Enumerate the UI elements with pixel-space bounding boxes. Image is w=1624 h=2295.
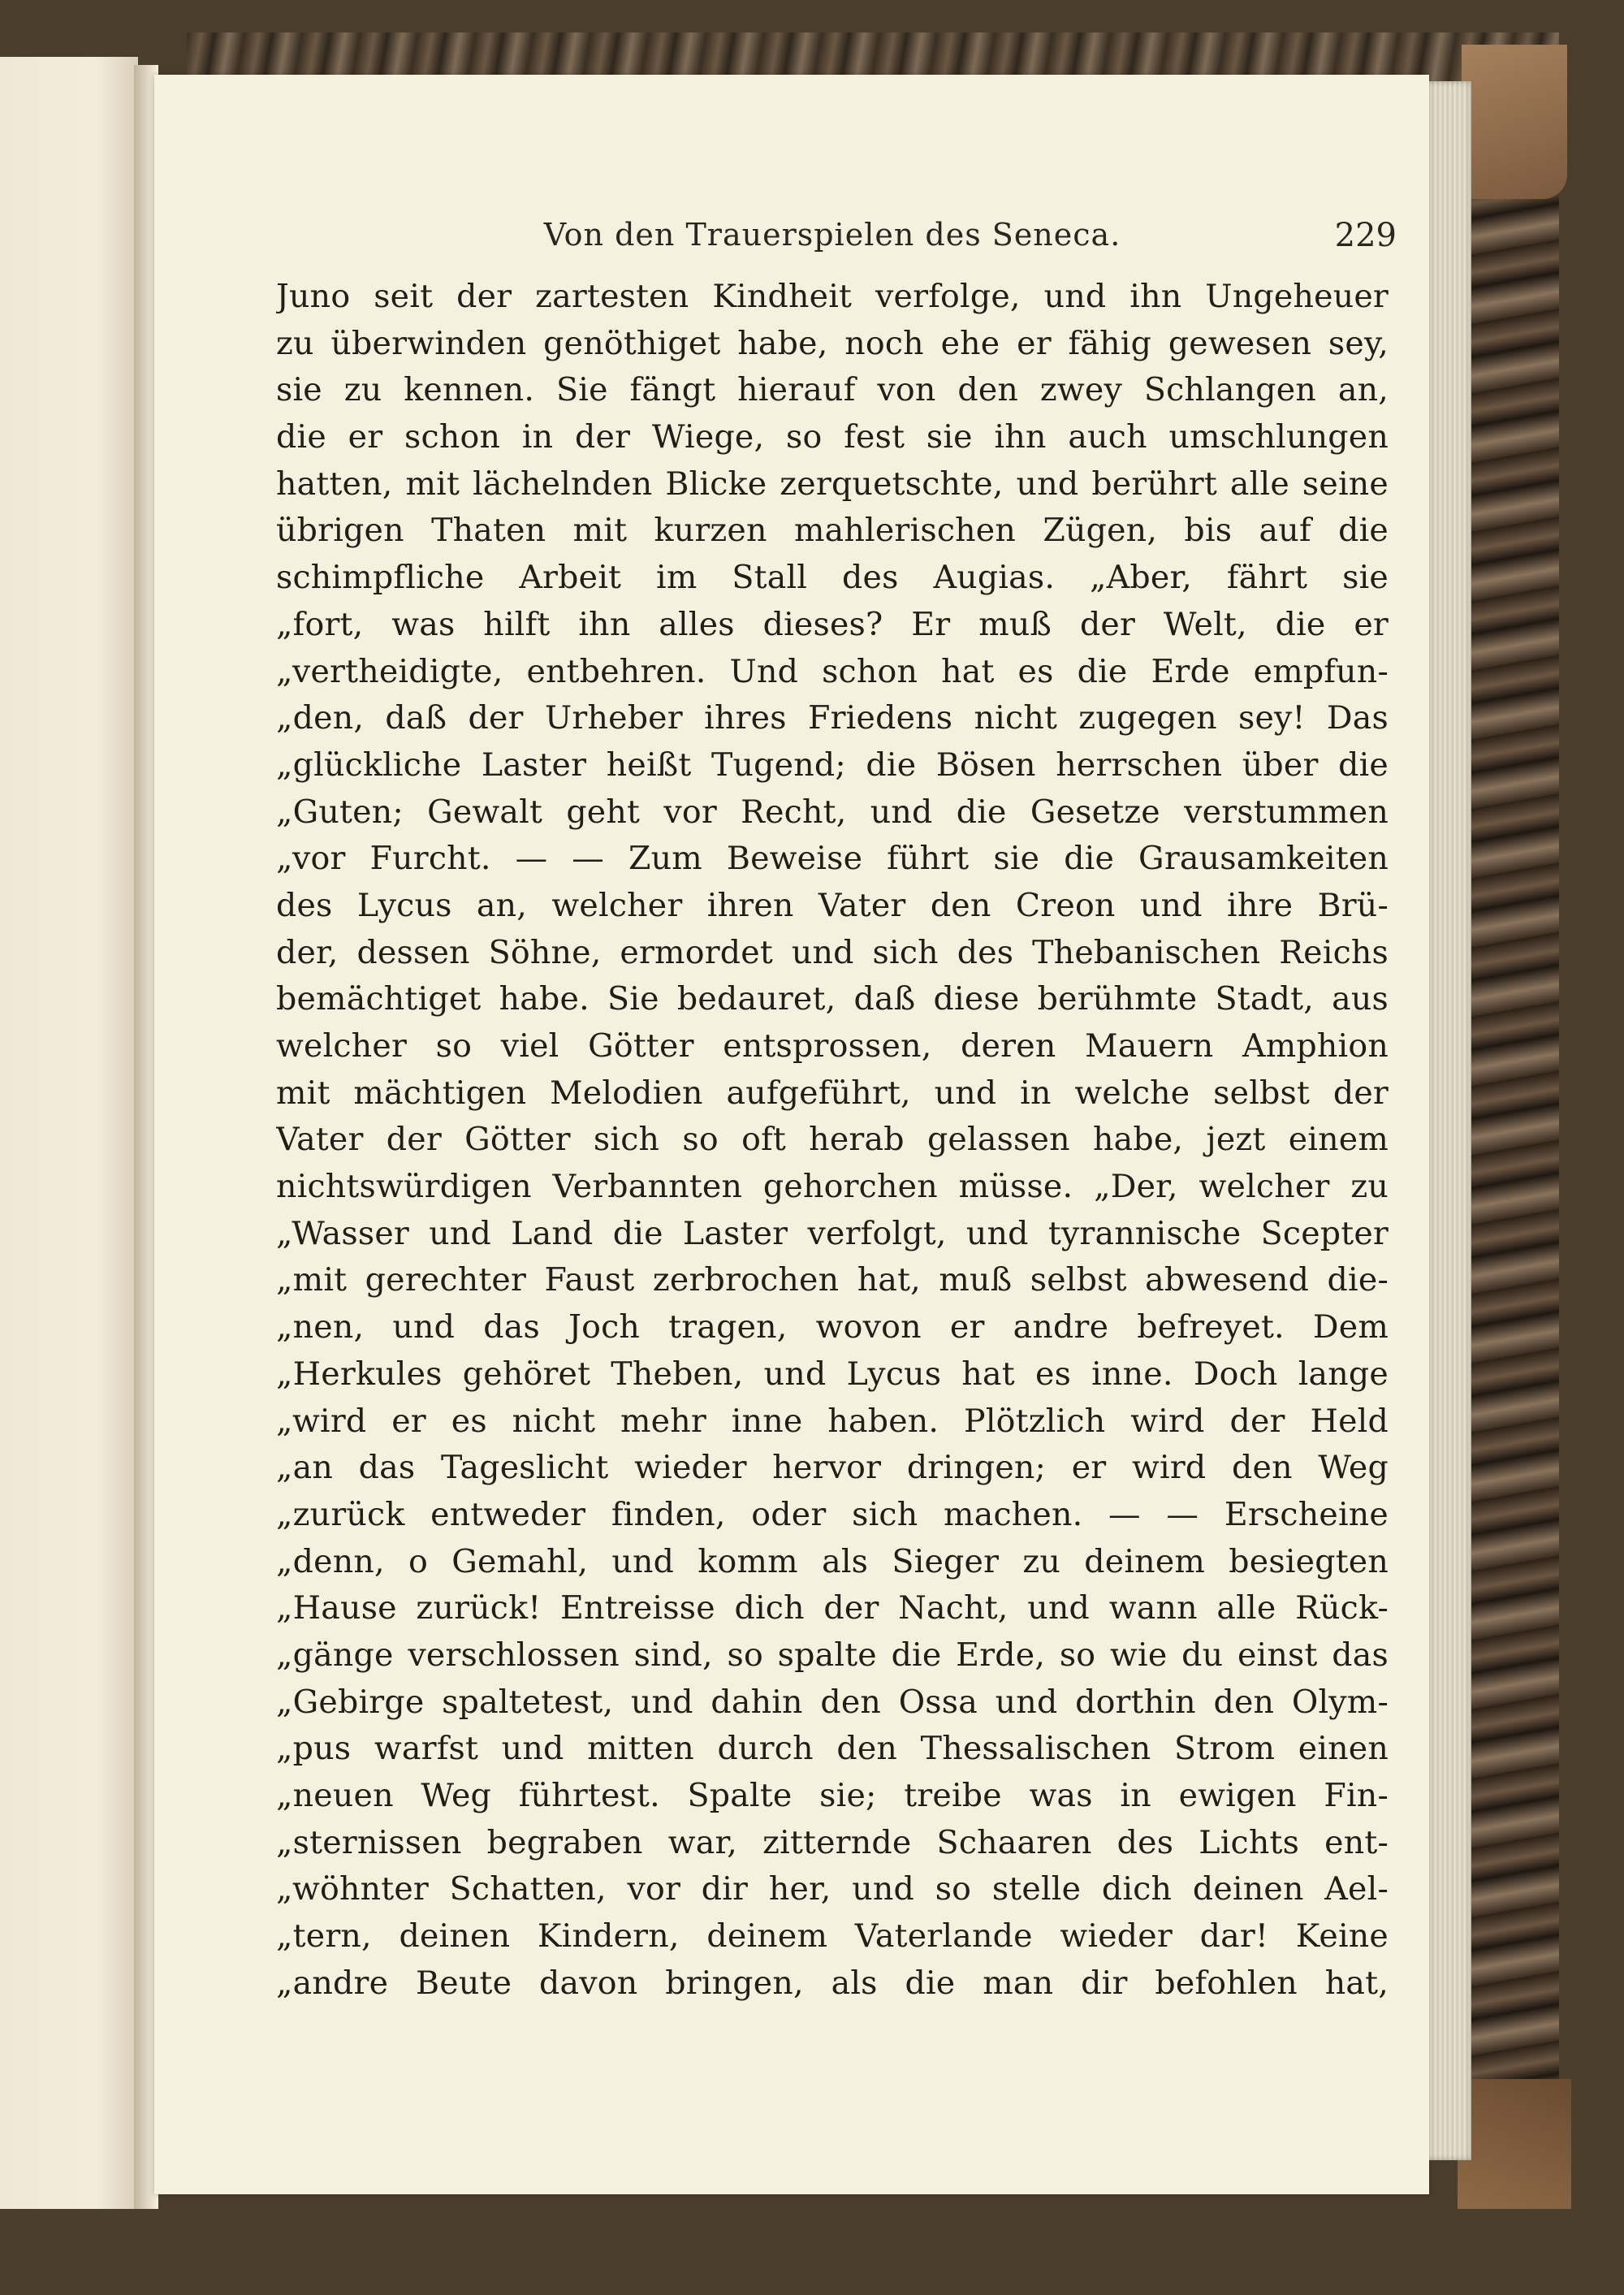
text-line: nichtswürdigen Verbannten gehorchen müsse. „Der, welcher zu <box>276 1168 1389 1206</box>
body-text <box>276 274 1389 2007</box>
text-line: „vertheidigte, entbehren. Und schon hat es die Erde empfun- <box>276 652 1389 690</box>
text-line: „Wasser und Land die Laster verfolgt, und tyrannische Scepter <box>276 1214 1389 1252</box>
text-line: „den, daß der Urheber ihres Friedens nicht zugegen sey! Das <box>276 699 1389 737</box>
text-line: „sternissen begraben war, zitternde Schaaren des Lichts ent- <box>276 1823 1389 1861</box>
text-line: „wird er es nicht mehr inne haben. Plötzlich wird der Held <box>276 1402 1389 1440</box>
text-line: „an das Tageslicht wieder hervor dringen; er wird den Weg <box>276 1449 1389 1487</box>
text-line: welcher so viel Götter entsprossen, deren Mauern Amphion <box>276 1027 1389 1065</box>
text-line: „neuen Weg führtest. Spalte sie; treibe was in ewigen Fin- <box>276 1777 1389 1814</box>
text-line: „gänge verschlossen sind, so spalte die Erde, so wie du einst das <box>276 1636 1389 1674</box>
text-line: „andre Beute davon bringen, als die man dir befohlen hat, <box>276 1964 1389 2002</box>
text-line: „nen, und das Joch tragen, wovon er andre befreyet. Dem <box>276 1308 1389 1346</box>
text-line: Juno seit der zartesten Kindheit verfolge, und ihn Ungeheuer <box>276 278 1389 315</box>
text-line: sie zu kennen. Sie fängt hierauf von den zwey Schlangen an, <box>276 371 1389 409</box>
page-number: 229 <box>1334 217 1397 254</box>
running-head: Von den Trauerspielen des Seneca. <box>543 217 1121 253</box>
text-line: Vater der Götter sich so oft herab gelassen habe, jezt einem <box>276 1121 1389 1159</box>
text-line: „fort, was hilft ihn alles dieses? Er muß der Welt, die er <box>276 605 1389 643</box>
text-line: „denn, o Gemahl, und komm als Sieger zu deinem besiegten <box>276 1542 1389 1580</box>
left-page <box>0 57 138 2209</box>
text-line: „vor Furcht. — — Zum Beweise führt sie die Grausamkeiten <box>276 840 1389 878</box>
text-line: „tern, deinen Kindern, deinem Vaterlande wieder dar! Keine <box>276 1917 1389 1956</box>
right-page <box>154 75 1429 2194</box>
page-header <box>268 217 1397 266</box>
text-line: schimpfliche Arbeit im Stall des Augias. „Aber, fährt sie <box>276 559 1389 597</box>
text-line: „Herkules gehöret Theben, und Lycus hat es inne. Doch lange <box>276 1355 1389 1393</box>
text-line: mit mächtigen Melodien aufgeführt, und in welche selbst der <box>276 1074 1389 1112</box>
text-line: „zurück entweder finden, oder sich machen. — — Erscheine <box>276 1495 1389 1533</box>
text-line: die er schon in der Wiege, so fest sie ihn auch umschlungen <box>276 418 1389 456</box>
text-line: „wöhnter Schatten, vor dir her, und so stelle dich deinen Ael- <box>276 1870 1389 1908</box>
text-line: „Guten; Gewalt geht vor Recht, und die Gesetze verstummen <box>276 793 1389 831</box>
text-line: „pus warfst und mitten durch den Thessalischen Strom einen <box>276 1730 1389 1768</box>
book-cover-marbled-board <box>1462 49 1559 2160</box>
text-line: des Lycus an, welcher ihren Vater den Creon und ihre Brü- <box>276 886 1389 924</box>
text-line: „Hause zurück! Entreisse dich der Nacht, und wann alle Rück- <box>276 1589 1389 1627</box>
text-line: hatten, mit lächelnden Blicke zerquetschte, und berührt alle seine <box>276 465 1389 503</box>
text-line: „mit gerechter Faust zerbrochen hat, muß selbst abwesend die- <box>276 1261 1389 1299</box>
text-line: „Gebirge spaltetest, und dahin den Ossa und dorthin den Olym- <box>276 1683 1389 1721</box>
text-line: zu überwinden genöthiget habe, noch ehe er fähig gewesen sey, <box>276 324 1389 362</box>
text-line: übrigen Thaten mit kurzen mahlerischen Zügen, bis auf die <box>276 512 1389 550</box>
leather-corner-bottom <box>1458 2079 1571 2209</box>
text-line: der, dessen Söhne, ermordet und sich des Thebanischen Reichs <box>276 933 1389 971</box>
text-line: „glückliche Laster heißt Tugend; die Bösen herrschen über die <box>276 746 1389 784</box>
text-line: bemächtiget habe. Sie bedauret, daß diese berühmte Stadt, aus <box>276 980 1389 1018</box>
leather-corner-top <box>1462 45 1567 199</box>
